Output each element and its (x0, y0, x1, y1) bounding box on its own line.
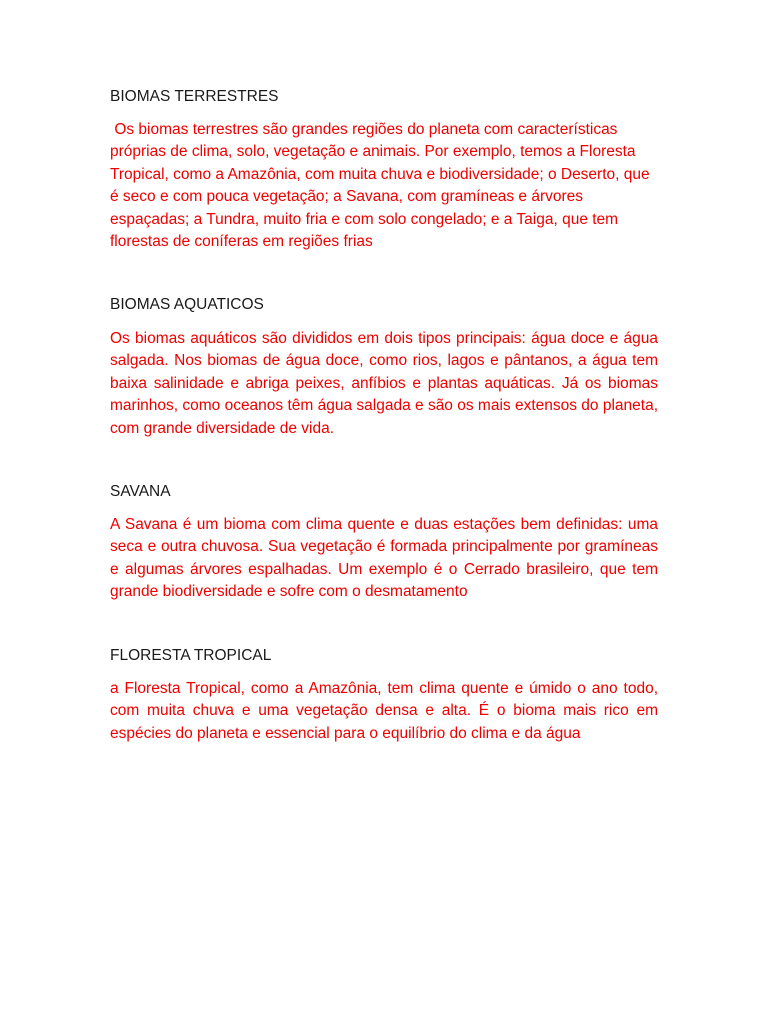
section-heading: FLORESTA TROPICAL (110, 647, 272, 664)
section-biomas-terrestres (110, 88, 658, 253)
section-paragraph: Os biomas terrestres são grandes regiões do planeta com características próprias de clima, solo, vegetação e animais. Por exemplo, temos a Floresta Tropical, como a Amazônia, com muita chuva e biodiversidade; o Deserto, que é seco e com pouca vegetação; a Savana, com gramíneas e árvores espaçadas; a Tundra, muito fria e com solo congelado; e a Taiga, que tem florestas de coníferas em regiões frias (110, 121, 654, 251)
section-paragraph: a Floresta Tropical, como a Amazônia, tem clima quente e úmido o ano todo, com muita chuva e uma vegetação densa e alta. É o bioma mais rico em espécies do planeta e essencial para o equilíbrio do clima e da água (110, 680, 658, 742)
section-savana (110, 483, 658, 604)
section-heading: BIOMAS AQUATICOS (110, 296, 264, 313)
section-floresta-tropical (110, 647, 658, 745)
section-biomas-aquaticos (110, 296, 658, 440)
section-heading: SAVANA (110, 483, 171, 500)
section-paragraph: A Savana é um bioma com clima quente e duas estações bem definidas: uma seca e outra chuvosa. Sua vegetação é formada principalmente por gramíneas e algumas árvores espalhadas. Um exemplo é o Cerrado brasileiro, que tem grande biodiversidade e sofre com o desmatamento (110, 516, 658, 601)
section-heading: BIOMAS TERRESTRES (110, 88, 279, 105)
section-paragraph: Os biomas aquáticos são divididos em dois tipos principais: água doce e água salgada. Nos biomas de água doce, como rios, lagos e pântanos, a água tem baixa salinidade e abriga peixes, anfíbios e plantas aquáticas. Já os biomas marinhos, como oceanos têm água salgada e são os mais extensos do planeta, com grande diversidade de vida. (110, 330, 658, 437)
